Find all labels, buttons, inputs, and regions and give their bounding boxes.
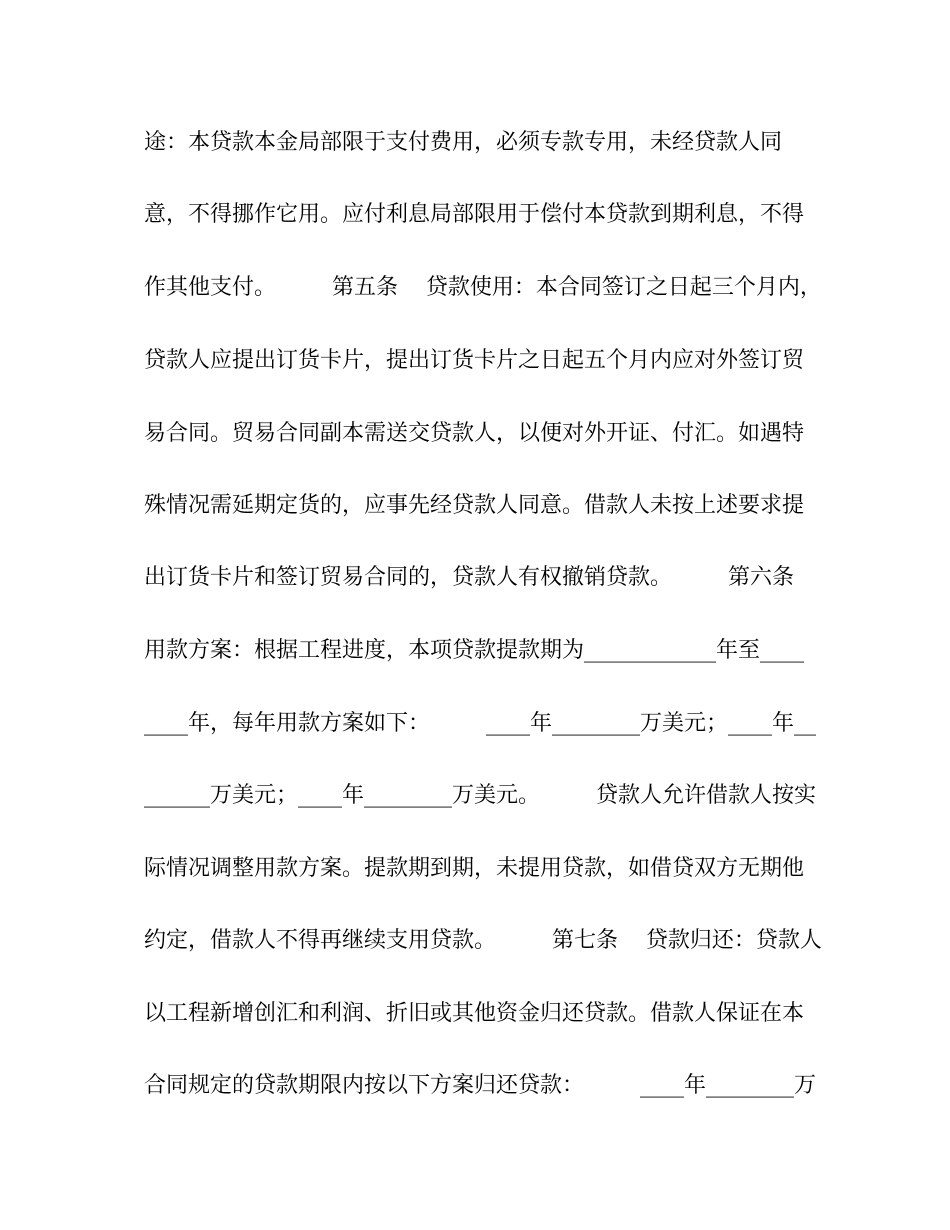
body-text-line: 贷款人应提出订货卡片，提出订货卡片之日起五个月内应对外签订贸 xyxy=(144,348,805,373)
body-text-line: 合同规定的贷款期限内按以下方案归还贷款： ____年________万 xyxy=(144,1073,816,1098)
body-text-line: ____年，每年用款方案如下： ____年________万美元；____年__ xyxy=(144,711,816,736)
body-text-line: 际情况调整用款方案。提款期到期，未提用贷款，如借贷双方无期他 xyxy=(144,856,805,881)
body-text-line: 约定，借款人不得再继续支用贷款。 第七条 贷款归还：贷款人 xyxy=(144,928,822,953)
body-text-line: 作其他支付。 第五条 贷款使用：本合同签订之日起三个月内， xyxy=(144,275,822,300)
body-text-line: ______万美元；____年________万美元。 贷款人允许借款人按实 xyxy=(144,783,816,808)
body-text-line: 出订货卡片和签订贸易合同的，贷款人有权撤销贷款。 第六条 xyxy=(144,565,794,590)
body-text-line: 途：本贷款本金局部限于支付费用，必须专款专用，未经贷款人同 xyxy=(144,130,783,155)
body-text-line: 易合同。贸易合同副本需送交贷款人，以便对外开证、付汇。如遇特 xyxy=(144,421,805,446)
body-text-line: 殊情况需延期定货的，应事先经贷款人同意。借款人未按上述要求提 xyxy=(144,493,805,518)
body-text-line: 用款方案：根据工程进度，本项贷款提款期为____________年至____ xyxy=(144,638,805,663)
body-text-line: 以工程新增创汇和利润、折旧或其他资金归还贷款。借款人保证在本 xyxy=(144,1001,805,1026)
body-text-line: 意，不得挪作它用。应付利息局部限用于偿付本贷款到期利息，不得 xyxy=(144,202,805,227)
